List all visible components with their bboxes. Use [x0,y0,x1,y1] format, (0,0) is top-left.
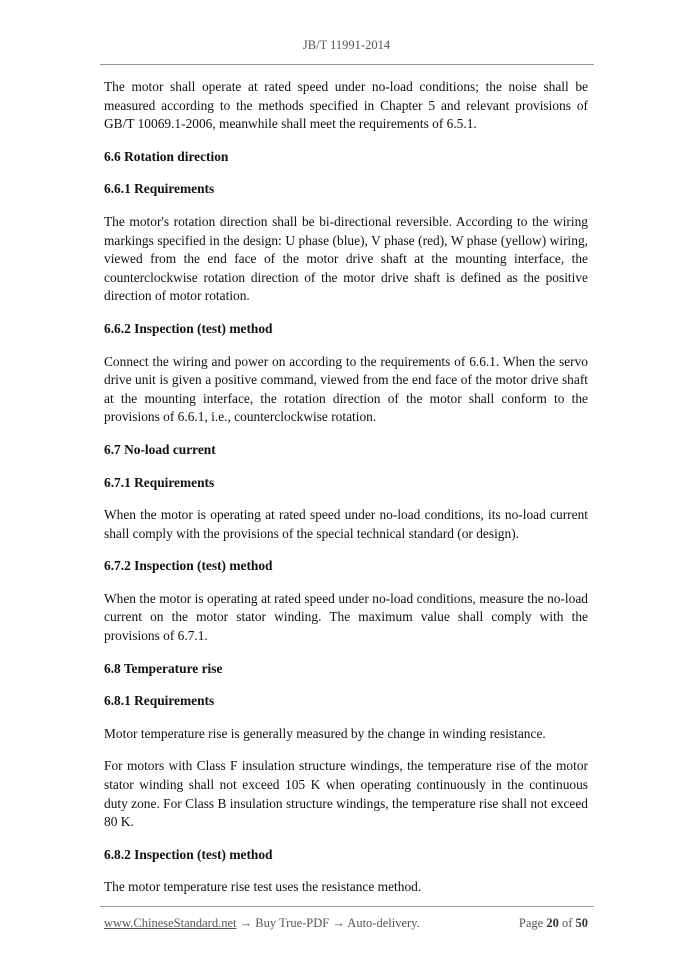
of-label: of [561,916,573,930]
header-divider [100,64,594,65]
footer-divider [100,906,594,907]
footer-promo [104,916,420,931]
document-code-header: JB/T 11991-2014 [302,38,391,52]
paragraph-no-load-requirements: When the motor is operating at rated speed under no-load conditions, its no-load current shall comply with the provisions of the special technical standard (or design). [104,507,588,541]
heading-6-6-1: 6.6.1 Requirements [104,181,215,197]
heading-6-8-1: 6.8.1 Requirements [104,693,215,709]
heading-6-7-2: 6.7.2 Inspection (test) method [104,558,273,574]
heading-6-7-1: 6.7.1 Requirements [104,474,215,490]
paragraph-temperature-measurement: Motor temperature rise is generally measured by the change in winding resistance. [104,725,546,741]
page-indicator [519,916,588,931]
heading-6-8-2: 6.8.2 Inspection (test) method [104,846,273,862]
paragraph-temperature-test-method: The motor temperature rise test uses the resistance method. [104,879,422,895]
document-body [104,78,588,911]
current-page-number: 20 [546,916,559,930]
page-label: Page [518,916,544,930]
total-page-number: 50 [575,916,588,930]
paragraph-rotation-test-method: Connect the wiring and power on according to the requirements of 6.6.1. When the servo drive unit is given a positive command, viewed from the end face of the motor drive shaft at the mounting interface, the rotation direction of the motor shall conform to the provisions of 6.6.1, i.e., counterclockwise rotation. [104,353,588,425]
paragraph-noise-operation: The motor shall operate at rated speed under no-load conditions; the noise shall be measured according to the methods specified in Chapter 5 and relevant provisions of GB/T 10069.1-2006, meanwhile shall meet the requirements of 6.5.1. [104,79,588,132]
website-link[interactable]: www.ChineseStandard.net [104,916,237,930]
paragraph-no-load-test-method: When the motor is operating at rated speed under no-load conditions, measure the no-load current on the motor stator winding. The maximum value shall comply with the provisions of 6.7.1. [104,590,588,644]
heading-6-6-2: 6.6.2 Inspection (test) method [104,320,273,336]
heading-6-8: 6.8 Temperature rise [104,660,223,676]
paragraph-temperature-limits: For motors with Class F insulation structure windings, the temperature rise of the motor stator winding shall not exceed 105 K when operating continuously in the continuous duty zone. For Class B insulation structure windings, the temperature rise shall not exceed 80 K. [104,758,588,830]
heading-6-7: 6.7 No-load current [104,441,216,457]
heading-6-6: 6.6 Rotation direction [104,148,229,164]
paragraph-rotation-requirements: The motor's rotation direction shall be bi-directional reversible. According to the wiring markings specified in the design: U phase (blue), V phase (red), W phase (yellow) wiring, viewed from the end face of the motor drive shaft at the mounting interface, the counterclockwise rotation direction of the motor drive shaft is defined as the positive direction of motor rotation. [104,213,588,304]
footer-tagline: → Buy True-PDF → Auto-delivery. [236,916,420,930]
